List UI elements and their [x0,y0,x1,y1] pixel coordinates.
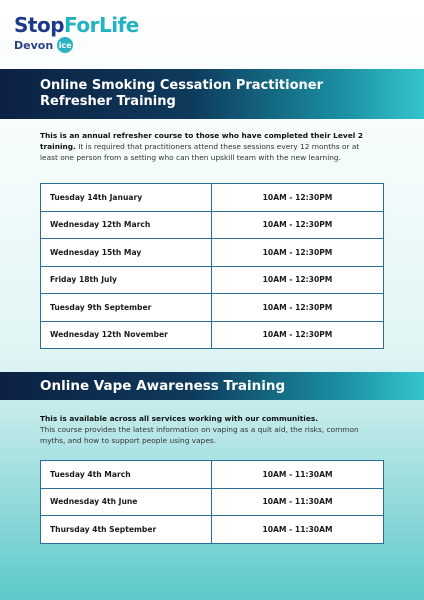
session-date: Friday 18th July [41,266,212,294]
section1-title-line1: Online Smoking Cessation Practitioner [40,78,324,93]
stopforlife-logo [14,14,139,53]
section2-intro-bold: This is available across all services working with our communities. [40,414,319,423]
table-row [41,239,384,267]
section2-intro [40,413,370,446]
session-time: 10AM - 12:30PM [212,321,384,349]
section2-schedule-table [40,460,384,544]
section1-title-banner [0,69,424,119]
session-date: Tuesday 4th March [41,461,212,489]
logo-subline [14,37,139,53]
session-time: 10AM - 12:30PM [212,294,384,322]
table-row [41,266,384,294]
session-time: 10AM - 11:30AM [212,488,384,516]
logo-wordmark: StopForLife [14,13,139,37]
session-time: 10AM - 12:30PM [212,266,384,294]
section1-intro-text: It is required that practitioners attend these sessions every 12 months or at least one person from a setting who can then upskill team with the new learning. [40,142,360,162]
session-date: Tuesday 14th January [41,184,212,212]
session-date: Wednesday 4th June [41,488,212,516]
table-row [41,184,384,212]
table-row [41,516,384,544]
session-date: Tuesday 9th September [41,294,212,322]
section1-intro [40,130,370,163]
session-time: 10AM - 12:30PM [212,211,384,239]
table-row [41,321,384,349]
session-date: Wednesday 12th November [41,321,212,349]
session-time: 10AM - 11:30AM [212,461,384,489]
table-row [41,211,384,239]
session-date: Wednesday 15th May [41,239,212,267]
session-time: 10AM - 12:30PM [212,239,384,267]
session-time: 10AM - 12:30PM [212,184,384,212]
section1-schedule-table [40,183,384,349]
section1-title-line2: Refresher Training [40,94,176,109]
section2-intro-text: This course provides the latest information on vaping as a quit aid, the risks, common myths, and how to support people using vapes. [40,425,359,445]
logo-devon: Devon [14,38,54,52]
section2-title-banner [0,372,424,400]
session-date: Thursday 4th September [41,516,212,544]
table-row [41,294,384,322]
session-date: Wednesday 12th March [41,211,212,239]
table-row [41,461,384,489]
table-row [41,488,384,516]
ice-badge-icon: ice [57,37,73,53]
section1-intro-bold: This is an annual refresher course to those who have completed their Level 2 training. [40,131,363,151]
session-time: 10AM - 11:30AM [212,516,384,544]
section2-title: Online Vape Awareness Training [40,378,286,394]
